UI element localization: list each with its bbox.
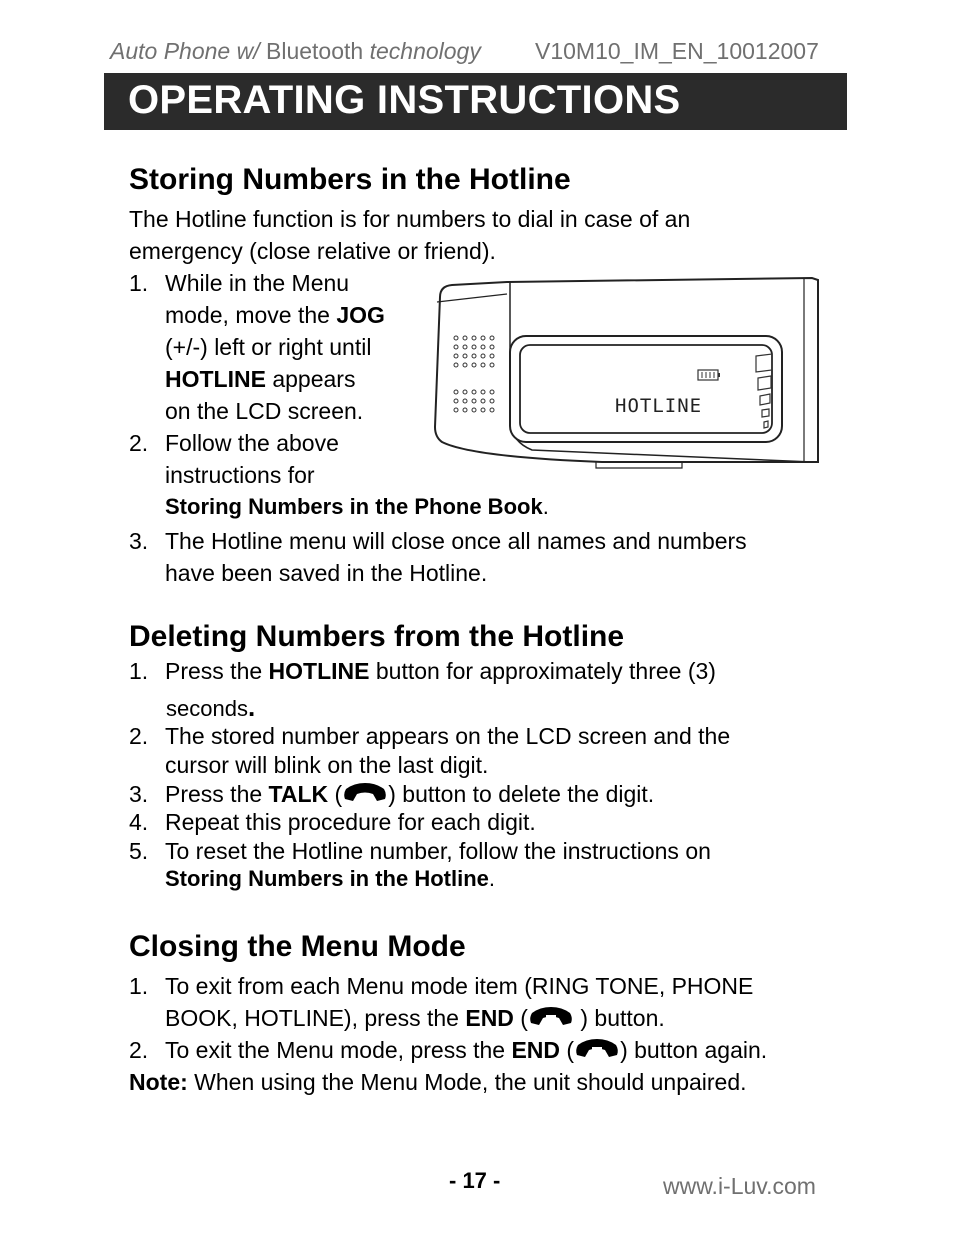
step-text: instructions for [165, 462, 315, 488]
step-number: 3. [129, 781, 149, 807]
step-text: The stored number appears on the LCD screen and the [165, 723, 731, 749]
step-number: 5. [129, 838, 149, 864]
step-text: Repeat this procedure for each digit. [165, 809, 536, 835]
talk-handset-icon [342, 782, 388, 804]
step-text: Follow the above [165, 430, 339, 456]
document-header [110, 38, 481, 65]
step-number: 1. [129, 658, 149, 684]
step-number: 1. [129, 973, 149, 999]
step-text: seconds. [166, 692, 256, 722]
step-text: The Hotline menu will close once all names and numbers [165, 528, 747, 554]
step-number: 2. [129, 723, 149, 749]
heading-closing-menu: Closing the Menu Mode [129, 930, 466, 963]
step-text: To exit from each Menu mode item (RING TONE, PHONE [165, 973, 754, 999]
step-text: While in the Menu [165, 270, 350, 296]
step-text: HOTLINE appears [165, 366, 356, 392]
header-product: Auto Phone w/ [110, 38, 260, 64]
step-number: 1. [129, 270, 149, 296]
page-title: OPERATING INSTRUCTIONS [128, 78, 681, 122]
step-text: Storing Numbers in the Hotline. [165, 866, 496, 891]
note-label: Note: [129, 1069, 188, 1095]
page-number: - 17 - [449, 1168, 501, 1193]
step-text: To exit the Menu mode, press the END ( ) button again. [165, 1037, 768, 1063]
header-bluetooth: Bluetooth [259, 38, 364, 64]
footer-url: www.i-Luv.com [663, 1173, 816, 1199]
heading-deleting-hotline: Deleting Numbers from the Hotline [129, 620, 625, 653]
step-text: BOOK, HOTLINE), press the END ( ) button. [165, 1005, 665, 1031]
step-number: 3. [129, 528, 149, 554]
note-text: When using the Menu Mode, the unit should unpaired. [187, 1069, 747, 1095]
step-text: (+/-) left or right until [165, 334, 372, 360]
step-number: 4. [129, 809, 149, 835]
step-text: Storing Numbers in the Phone Book. [165, 494, 549, 519]
device-lcd-illustration [432, 272, 822, 472]
step-number: 2. [129, 1037, 149, 1063]
document-code: V10M10_IM_EN_10012007 [535, 38, 819, 64]
note [129, 1066, 747, 1098]
step-number: 2. [129, 430, 149, 456]
end-call-icon [574, 1038, 620, 1060]
step-text: mode, move the JOG [165, 302, 385, 328]
step-text: cursor will blink on the last digit. [165, 752, 489, 778]
step-text: on the LCD screen. [165, 398, 364, 424]
title-band [104, 73, 847, 130]
heading-storing-hotline: Storing Numbers in the Hotline [129, 163, 571, 196]
end-call-icon [528, 1006, 574, 1028]
intro-line-2: emergency (close relative or friend). [129, 238, 496, 264]
lcd-display-text: HOTLINE [615, 395, 703, 417]
step-text: have been saved in the Hotline. [165, 560, 488, 586]
step-text: Press the TALK ( ) button to delete the digit. [165, 781, 655, 807]
intro-line-1: The Hotline function is for numbers to dial in case of an [129, 206, 691, 232]
step-text: Press the HOTLINE button for approximately three (3) [165, 658, 716, 684]
step-text: To reset the Hotline number, follow the instructions on [165, 838, 711, 864]
header-technology: technology [363, 38, 481, 64]
